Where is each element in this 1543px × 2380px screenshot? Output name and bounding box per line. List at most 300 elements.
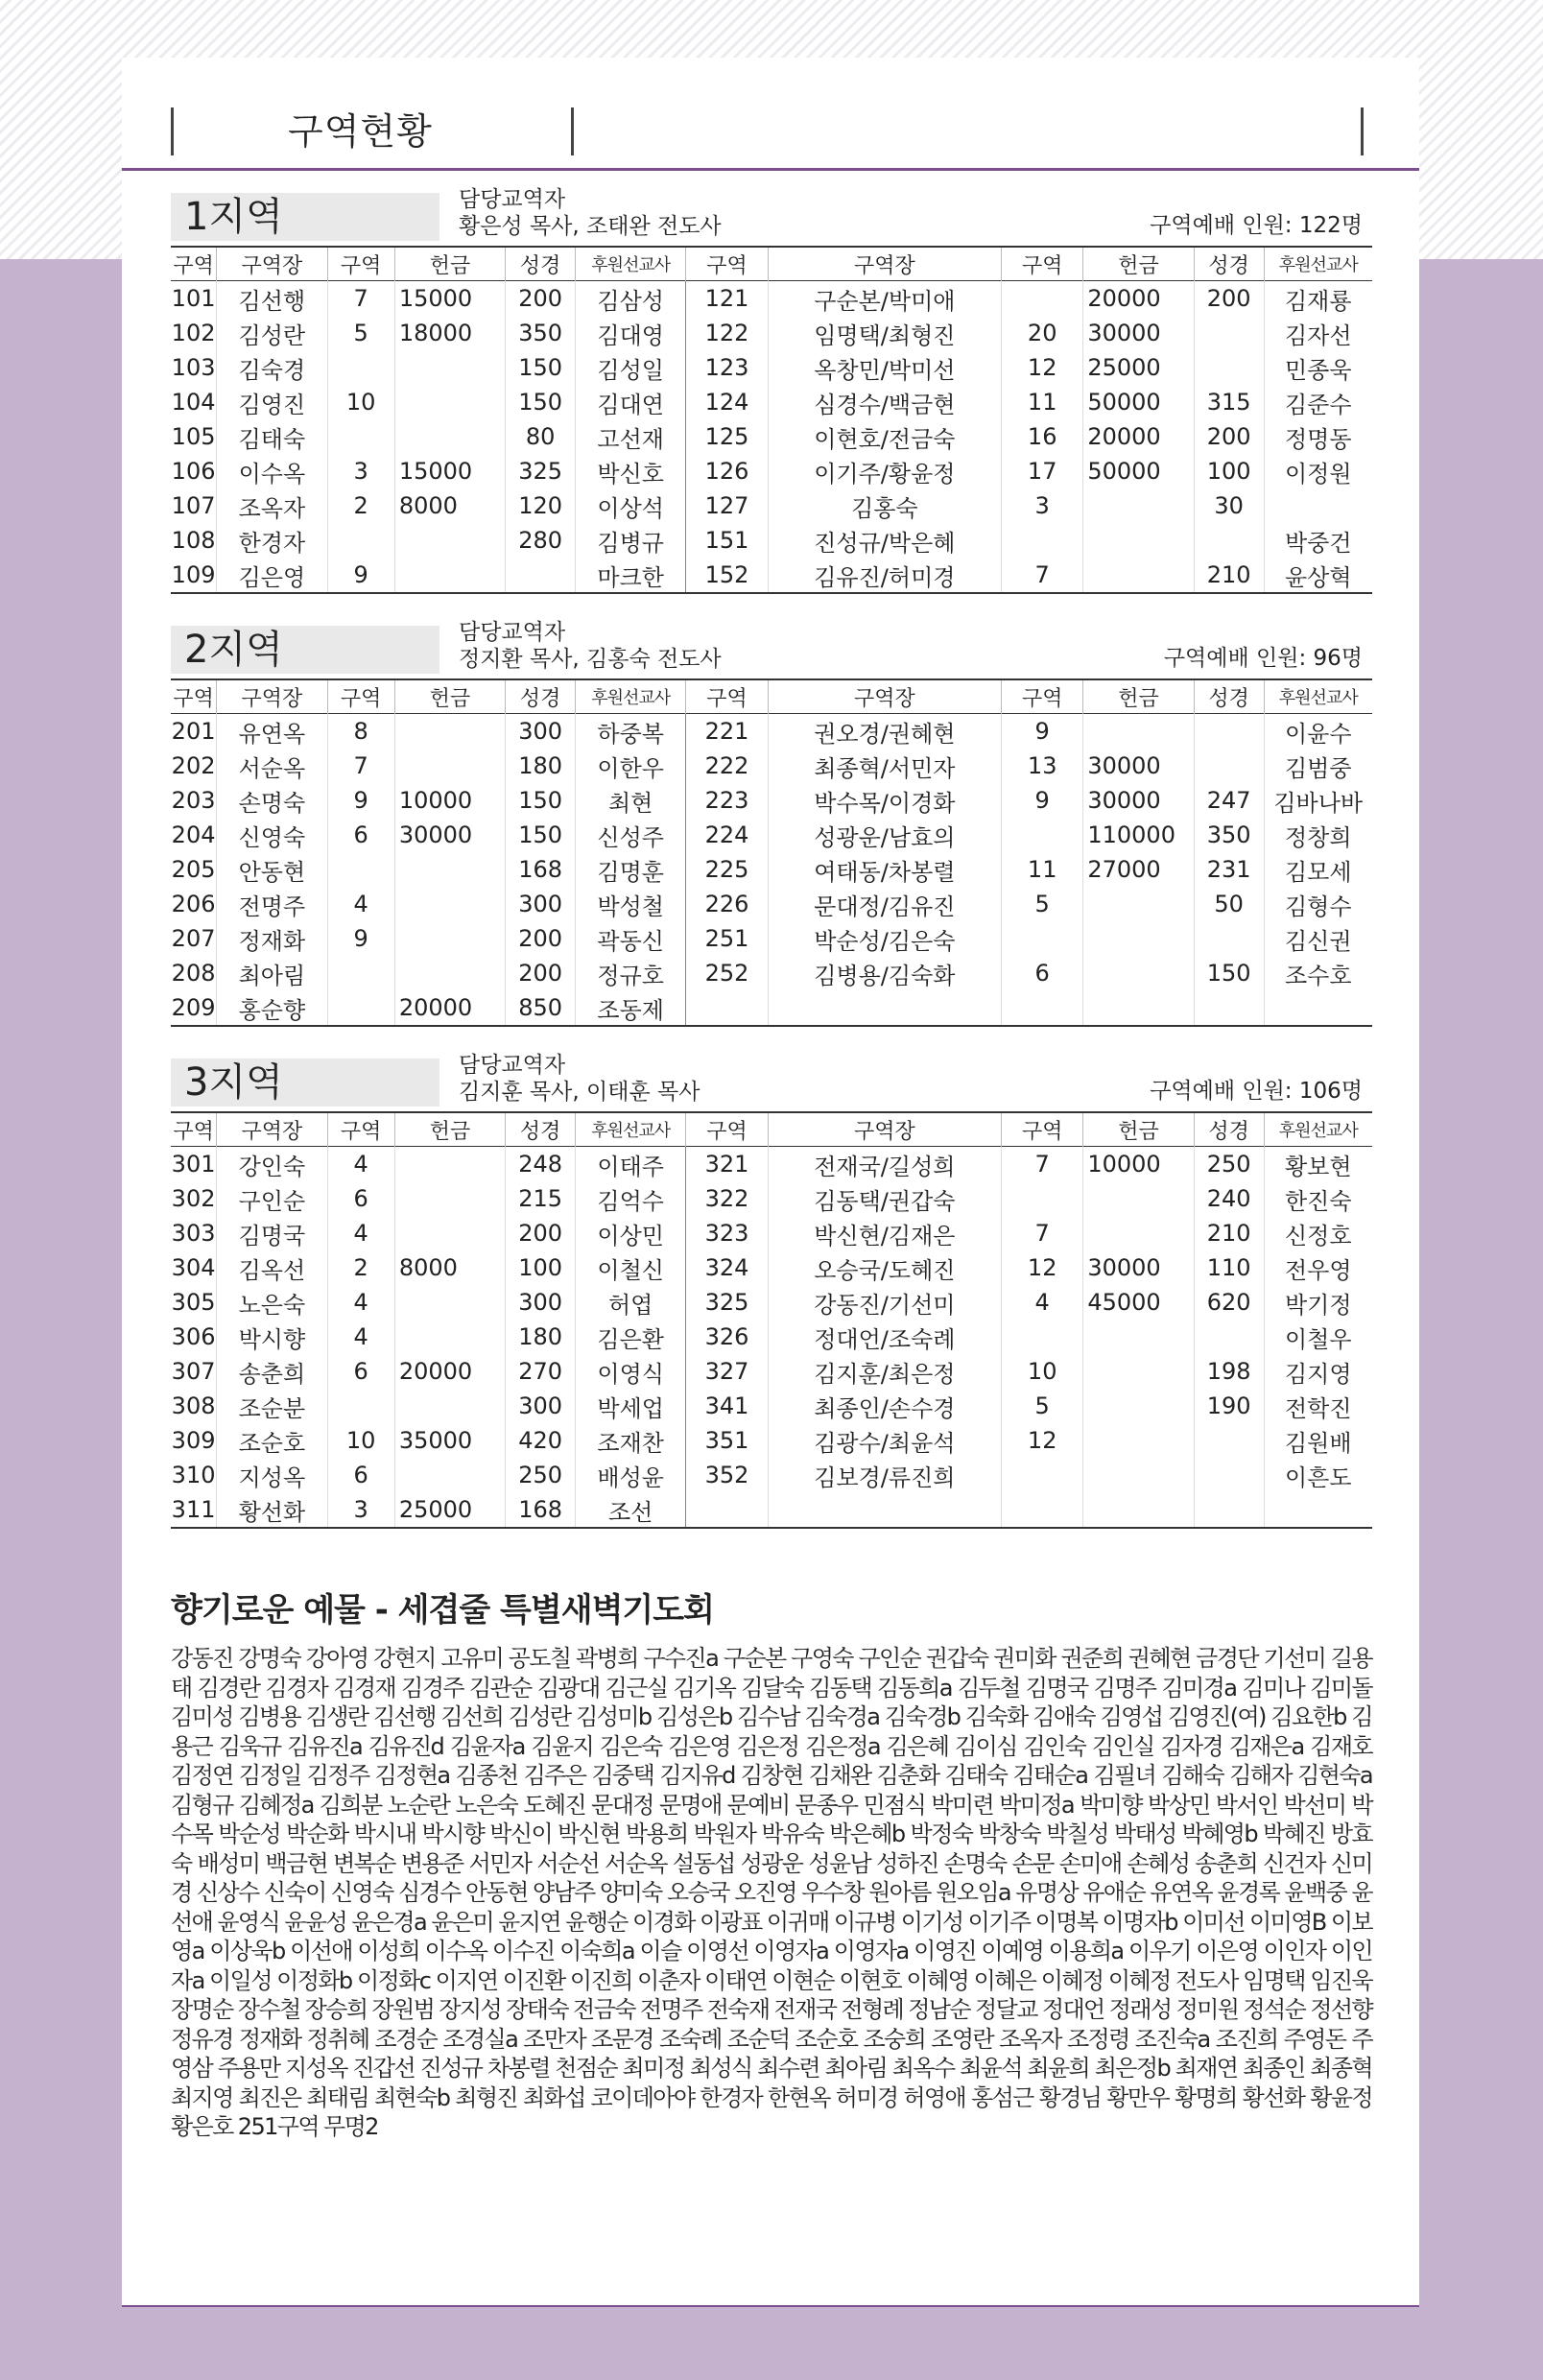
missionary-cell: 이태주: [575, 1147, 685, 1182]
pastor-label: 담당교역자: [459, 620, 566, 645]
offering-cell: 20000: [1083, 281, 1194, 317]
bible-cell: 80: [506, 419, 576, 454]
missionary-cell: 김형수: [1284, 892, 1352, 920]
attendance-count: 구역예배 인원: 96명: [1163, 646, 1363, 671]
bible-cell: [1194, 714, 1264, 750]
group-number-cell: 305: [171, 1285, 217, 1320]
column-header: 후원선교사: [575, 1112, 685, 1147]
missionary-cell: 김억수: [575, 1181, 685, 1216]
group-number-cell: 304: [171, 1250, 217, 1285]
bible-cell: 200: [1194, 281, 1264, 317]
missionary-cell: 박중건: [1284, 529, 1352, 557]
group-number-cell: 204: [171, 818, 217, 852]
column-header: 헌금: [1083, 1112, 1194, 1147]
group-leader-cell: [768, 1492, 1001, 1528]
offering-cell: [1083, 1423, 1194, 1458]
offering-cell: [394, 419, 505, 454]
group-leader-cell: 김영진: [217, 385, 327, 419]
missionary-cell: 이윤수: [1284, 720, 1352, 748]
offering-cell: [394, 1147, 505, 1182]
missionary-cell: 이상석: [575, 488, 685, 523]
offering-cell: 18000: [394, 316, 505, 350]
bible-cell: 200: [506, 1216, 576, 1250]
offering-cell: [1083, 887, 1194, 921]
bible-cell: 150: [506, 783, 576, 818]
column-header: 구역: [686, 247, 768, 281]
missionary-cell: 배성윤: [575, 1458, 685, 1492]
missionary-cell: 김재룡: [1284, 287, 1352, 315]
group-number-cell: 302: [171, 1181, 217, 1216]
missionary-cell: 이철우: [1284, 1325, 1352, 1353]
group-count-cell: 6: [327, 1458, 394, 1492]
column-header: 성경: [1194, 247, 1264, 281]
bible-cell: 280: [506, 523, 576, 558]
group-count-cell: [327, 1389, 394, 1423]
group-count-cell: 7: [1002, 1147, 1083, 1182]
offering-cell: [394, 852, 505, 887]
group-count-cell: [327, 523, 394, 558]
bible-cell: 325: [506, 454, 576, 488]
bible-cell: 250: [1194, 1147, 1264, 1182]
group-count-cell: 7: [327, 749, 394, 783]
group-leader-cell: 조순분: [217, 1389, 327, 1423]
group-number-cell: 151: [686, 523, 768, 558]
group-number-cell: 224: [686, 818, 768, 852]
group-number-cell: 324: [686, 1250, 768, 1285]
offering-cell: [394, 1458, 505, 1492]
group-leader-cell: 김선행: [217, 281, 327, 317]
column-header: 후원선교사: [1278, 1121, 1358, 1141]
group-number-cell: 311: [171, 1492, 217, 1528]
offering-cell: 25000: [394, 1492, 505, 1528]
missionary-cell: 이영식: [575, 1354, 685, 1389]
offering-cell: 30000: [394, 818, 505, 852]
offering-cell: [394, 523, 505, 558]
table-row: [171, 1389, 1372, 1423]
missionary-cell: 이흔도: [1284, 1464, 1352, 1491]
missionary-cell: 이상민: [575, 1216, 685, 1250]
offering-cell: 15000: [394, 281, 505, 317]
group-leader-cell: 이현호/전금숙: [768, 419, 1001, 454]
region-name: 1지역: [171, 193, 439, 241]
group-leader-cell: 정대언/조숙례: [768, 1320, 1001, 1354]
group-number-cell: 106: [171, 454, 217, 488]
column-header: 성경: [506, 247, 576, 281]
group-number-cell: 325: [686, 1285, 768, 1320]
column-header: 후원선교사: [575, 679, 685, 714]
group-count-cell: 5: [1002, 887, 1083, 921]
table-row: [171, 350, 1372, 385]
group-count-cell: [1002, 281, 1083, 317]
table-row: [171, 1458, 1372, 1492]
column-header: 성경: [506, 679, 576, 714]
group-count-cell: [327, 852, 394, 887]
group-leader-cell: 지성옥: [217, 1458, 327, 1492]
bible-cell: 150: [1194, 956, 1264, 990]
offering-cell: [1083, 1181, 1194, 1216]
bible-cell: 231: [1194, 852, 1264, 887]
group-number-cell: 327: [686, 1354, 768, 1389]
offering-cell: 110000: [1083, 818, 1194, 852]
table-row: [171, 1250, 1372, 1285]
group-count-cell: 9: [1002, 783, 1083, 818]
group-number-cell: 222: [686, 749, 768, 783]
group-count-cell: [327, 419, 394, 454]
table-row: [171, 419, 1372, 454]
column-header: 구역장: [217, 1112, 327, 1147]
missionary-cell: 허엽: [575, 1285, 685, 1320]
offering-cell: [394, 1181, 505, 1216]
group-count-cell: 11: [1002, 852, 1083, 887]
table-row: [171, 1492, 1372, 1528]
offering-cell: 30000: [1083, 316, 1194, 350]
group-count-cell: 7: [327, 281, 394, 317]
group-count-cell: [1002, 1458, 1083, 1492]
bible-cell: 200: [506, 281, 576, 317]
group-leader-cell: 강동진/기선미: [768, 1285, 1001, 1320]
offering-cell: 30000: [1083, 783, 1194, 818]
group-count-cell: [327, 990, 394, 1026]
missionary-cell: 한진숙: [1284, 1187, 1352, 1215]
attendance-count: 구역예배 인원: 122명: [1150, 213, 1363, 238]
header-rule: [122, 168, 1419, 171]
group-leader-cell: 강인숙: [217, 1147, 327, 1182]
group-number-cell: [686, 990, 768, 1026]
missionary-cell: 김원배: [1284, 1429, 1352, 1457]
missionary-cell: 황보현: [1284, 1153, 1352, 1180]
group-number-cell: 127: [686, 488, 768, 523]
table-row: [171, 316, 1372, 350]
missionary-cell: 정창희: [1284, 823, 1352, 851]
missionary-cell: 신성주: [575, 818, 685, 852]
missionary-cell: 박성철: [575, 887, 685, 921]
group-count-cell: [327, 956, 394, 990]
table-row: [171, 1285, 1372, 1320]
bible-cell: 300: [506, 1285, 576, 1320]
column-header: 성경: [1194, 1112, 1264, 1147]
group-leader-cell: 구순본/박미애: [768, 281, 1001, 317]
group-number-cell: 341: [686, 1389, 768, 1423]
region-name: 2지역: [171, 626, 439, 674]
group-number-cell: 323: [686, 1216, 768, 1250]
group-count-cell: 11: [1002, 385, 1083, 419]
offering-cell: [1083, 956, 1194, 990]
group-leader-cell: 서순옥: [217, 749, 327, 783]
group-count-cell: 9: [327, 921, 394, 956]
attendance-count: 구역예배 인원: 106명: [1150, 1079, 1363, 1104]
offering-cell: 8000: [394, 1250, 505, 1285]
offering-cell: 15000: [394, 454, 505, 488]
group-number-cell: 221: [686, 714, 768, 750]
bible-cell: [1194, 316, 1264, 350]
group-number-cell: 226: [686, 887, 768, 921]
missionary-cell: 김신권: [1284, 927, 1352, 955]
group-leader-cell: 임명택/최형진: [768, 316, 1001, 350]
group-count-cell: 7: [1002, 558, 1083, 593]
group-leader-cell: 박시향: [217, 1320, 327, 1354]
offering-cell: [1083, 921, 1194, 956]
group-number-cell: 252: [686, 956, 768, 990]
group-count-cell: 8: [327, 714, 394, 750]
column-header: 구역장: [217, 247, 327, 281]
group-count-cell: 3: [327, 454, 394, 488]
group-leader-cell: 김동택/권갑숙: [768, 1181, 1001, 1216]
missionary-cell: 김병규: [575, 523, 685, 558]
group-count-cell: 6: [1002, 956, 1083, 990]
bible-cell: 190: [1194, 1389, 1264, 1423]
group-leader-cell: 김태숙: [217, 419, 327, 454]
group-leader-cell: 김홍숙: [768, 488, 1001, 523]
offering-cell: [1083, 1492, 1194, 1528]
group-leader-cell: 김광수/최윤석: [768, 1423, 1001, 1458]
column-header: 헌금: [1083, 247, 1194, 281]
group-count-cell: [1002, 818, 1083, 852]
column-header: 구역: [171, 1112, 217, 1147]
region-table: [171, 1111, 1372, 1529]
offering-cell: 45000: [1083, 1285, 1194, 1320]
group-leader-cell: 이수옥: [217, 454, 327, 488]
offering-cell: 20000: [394, 1354, 505, 1389]
offering-cell: 30000: [1083, 1250, 1194, 1285]
group-count-cell: 10: [327, 1423, 394, 1458]
group-number-cell: 102: [171, 316, 217, 350]
table-row: [171, 921, 1372, 956]
missionary-cell: 전학진: [1284, 1394, 1352, 1422]
region-3-section: [171, 1054, 1372, 1529]
group-count-cell: 2: [327, 488, 394, 523]
group-number-cell: 225: [686, 852, 768, 887]
column-header: 후원선교사: [1278, 255, 1358, 275]
bible-cell: 30: [1194, 488, 1264, 523]
column-header: 구역: [1002, 247, 1083, 281]
column-header: 구역: [686, 679, 768, 714]
offering-cell: [394, 1389, 505, 1423]
group-count-cell: 10: [327, 385, 394, 419]
pastor-names: 황은성 목사, 조태완 전도사: [459, 214, 722, 239]
group-count-cell: 17: [1002, 454, 1083, 488]
offering-cell: 35000: [394, 1423, 505, 1458]
group-number-cell: 352: [686, 1458, 768, 1492]
offering-cell: [394, 714, 505, 750]
offering-cell: 30000: [1083, 749, 1194, 783]
group-leader-cell: 최종인/손수경: [768, 1389, 1001, 1423]
missionary-cell: 김바나바: [1273, 789, 1364, 817]
offering-cell: 27000: [1083, 852, 1194, 887]
bible-cell: 50: [1194, 887, 1264, 921]
group-leader-cell: 정재화: [217, 921, 327, 956]
page-title: 구역현황: [288, 110, 433, 153]
table-row: [171, 783, 1372, 818]
group-count-cell: [1002, 1320, 1083, 1354]
group-number-cell: 109: [171, 558, 217, 593]
column-header: 후원선교사: [1278, 688, 1358, 708]
region-2-section: [171, 621, 1372, 1027]
group-number-cell: 121: [686, 281, 768, 317]
offering-cell: 10000: [1083, 1147, 1194, 1182]
table-row: [171, 1354, 1372, 1389]
bible-cell: 300: [506, 887, 576, 921]
offering-cell: [1083, 523, 1194, 558]
group-number-cell: 309: [171, 1423, 217, 1458]
missionary-cell: [1264, 488, 1372, 523]
group-number-cell: 124: [686, 385, 768, 419]
group-number-cell: 301: [171, 1147, 217, 1182]
group-number-cell: 207: [171, 921, 217, 956]
missionary-cell: 최현: [575, 783, 685, 818]
group-number-cell: 205: [171, 852, 217, 887]
group-number-cell: 122: [686, 316, 768, 350]
offering-cell: [1083, 488, 1194, 523]
offering-cell: [394, 749, 505, 783]
table-row: [171, 887, 1372, 921]
missionary-cell: 정명동: [1284, 425, 1352, 453]
group-count-cell: 9: [1002, 714, 1083, 750]
bible-cell: 240: [1194, 1181, 1264, 1216]
missionary-cell: [1264, 1492, 1372, 1528]
group-leader-cell: 진성규/박은혜: [768, 523, 1001, 558]
missionary-cell: 조선: [575, 1492, 685, 1528]
group-number-cell: 108: [171, 523, 217, 558]
offering-cell: [394, 385, 505, 419]
group-number-cell: 101: [171, 281, 217, 317]
group-count-cell: 6: [327, 818, 394, 852]
group-count-cell: [1002, 523, 1083, 558]
special-offering-section: [171, 1583, 1372, 2142]
offering-cell: [1083, 1216, 1194, 1250]
group-leader-cell: 조순호: [217, 1423, 327, 1458]
missionary-cell: 마크한: [575, 558, 685, 593]
group-number-cell: 103: [171, 350, 217, 385]
pastor-label: 담당교역자: [459, 187, 566, 212]
bible-cell: 270: [506, 1354, 576, 1389]
header-divider: [571, 107, 574, 155]
group-leader-cell: 박수목/이경화: [768, 783, 1001, 818]
group-leader-cell: 조옥자: [217, 488, 327, 523]
bible-cell: 250: [506, 1458, 576, 1492]
region-table: [171, 246, 1372, 594]
missionary-cell: 김명훈: [575, 852, 685, 887]
group-leader-cell: 김유진/허미경: [768, 558, 1001, 593]
group-leader-cell: 김명국: [217, 1216, 327, 1250]
column-header: 구역: [686, 1112, 768, 1147]
group-number-cell: 105: [171, 419, 217, 454]
region-1-section: [171, 188, 1372, 594]
column-header: 성경: [506, 1112, 576, 1147]
bible-cell: 350: [506, 316, 576, 350]
group-count-cell: 4: [1002, 1285, 1083, 1320]
group-leader-cell: 성광운/남효의: [768, 818, 1001, 852]
bible-cell: [1194, 921, 1264, 956]
bible-cell: 120: [506, 488, 576, 523]
group-number-cell: 310: [171, 1458, 217, 1492]
bible-cell: [1194, 1458, 1264, 1492]
page-bottom-rule: [122, 2305, 1419, 2307]
bible-cell: [506, 558, 576, 593]
group-leader-cell: 송춘희: [217, 1354, 327, 1389]
column-header: 구역: [1002, 1112, 1083, 1147]
group-leader-cell: 노은숙: [217, 1285, 327, 1320]
bible-cell: 210: [1194, 558, 1264, 593]
group-count-cell: 7: [1002, 1216, 1083, 1250]
offering-cell: [1083, 558, 1194, 593]
group-leader-cell: 이기주/황윤정: [768, 454, 1001, 488]
missionary-cell: 박신호: [575, 454, 685, 488]
missionary-cell: 김대연: [575, 385, 685, 419]
group-leader-cell: 김숙경: [217, 350, 327, 385]
column-header: 헌금: [1083, 679, 1194, 714]
table-row: [171, 852, 1372, 887]
group-count-cell: 10: [1002, 1354, 1083, 1389]
missionary-cell: 조재찬: [575, 1423, 685, 1458]
table-row: [171, 818, 1372, 852]
group-count-cell: 20: [1002, 316, 1083, 350]
table-row: [171, 385, 1372, 419]
group-number-cell: 251: [686, 921, 768, 956]
column-header: 구역: [327, 247, 394, 281]
bible-cell: [1194, 1423, 1264, 1458]
bible-cell: 300: [506, 714, 576, 750]
group-number-cell: 201: [171, 714, 217, 750]
column-header: 헌금: [394, 679, 505, 714]
group-leader-cell: 황선화: [217, 1492, 327, 1528]
bible-cell: 150: [506, 350, 576, 385]
bible-cell: 315: [1194, 385, 1264, 419]
missionary-cell: 조동제: [575, 990, 685, 1026]
offering-cell: 20000: [394, 990, 505, 1026]
group-leader-cell: 김은영: [217, 558, 327, 593]
column-header: 구역: [1002, 679, 1083, 714]
group-leader-cell: 김옥선: [217, 1250, 327, 1285]
group-leader-cell: 홍순향: [217, 990, 327, 1026]
group-count-cell: 6: [327, 1354, 394, 1389]
bible-cell: [1194, 350, 1264, 385]
missionary-cell: 박세업: [575, 1389, 685, 1423]
group-leader-cell: 최아림: [217, 956, 327, 990]
offering-cell: [1083, 714, 1194, 750]
group-count-cell: 4: [327, 1285, 394, 1320]
group-number-cell: 322: [686, 1181, 768, 1216]
offering-cell: [394, 921, 505, 956]
group-leader-cell: 전재국/길성희: [768, 1147, 1001, 1182]
group-leader-cell: 신영숙: [217, 818, 327, 852]
group-count-cell: 12: [1002, 350, 1083, 385]
offering-cell: [1083, 1354, 1194, 1389]
region-name: 3지역: [171, 1059, 439, 1107]
group-number-cell: 308: [171, 1389, 217, 1423]
group-number-cell: 152: [686, 558, 768, 593]
group-count-cell: 5: [327, 316, 394, 350]
missionary-cell: 김범중: [1284, 754, 1352, 782]
offering-cell: [394, 1216, 505, 1250]
pastor-names: 정지환 목사, 김홍숙 전도사: [459, 647, 722, 672]
bible-cell: [1194, 990, 1264, 1026]
bible-cell: 168: [506, 1492, 576, 1528]
bible-cell: 620: [1194, 1285, 1264, 1320]
group-leader-cell: 박순성/김은숙: [768, 921, 1001, 956]
group-leader-cell: 손명숙: [217, 783, 327, 818]
bible-cell: 100: [506, 1250, 576, 1285]
group-count-cell: 2: [327, 1250, 394, 1285]
pastor-names: 김지훈 목사, 이태훈 목사: [459, 1080, 700, 1105]
group-number-cell: 202: [171, 749, 217, 783]
column-header: 구역: [171, 679, 217, 714]
bible-cell: [1194, 1320, 1264, 1354]
group-leader-cell: 여태동/차봉렬: [768, 852, 1001, 887]
group-count-cell: [1002, 1181, 1083, 1216]
group-count-cell: 6: [327, 1181, 394, 1216]
offering-cell: [394, 956, 505, 990]
group-count-cell: 12: [1002, 1250, 1083, 1285]
